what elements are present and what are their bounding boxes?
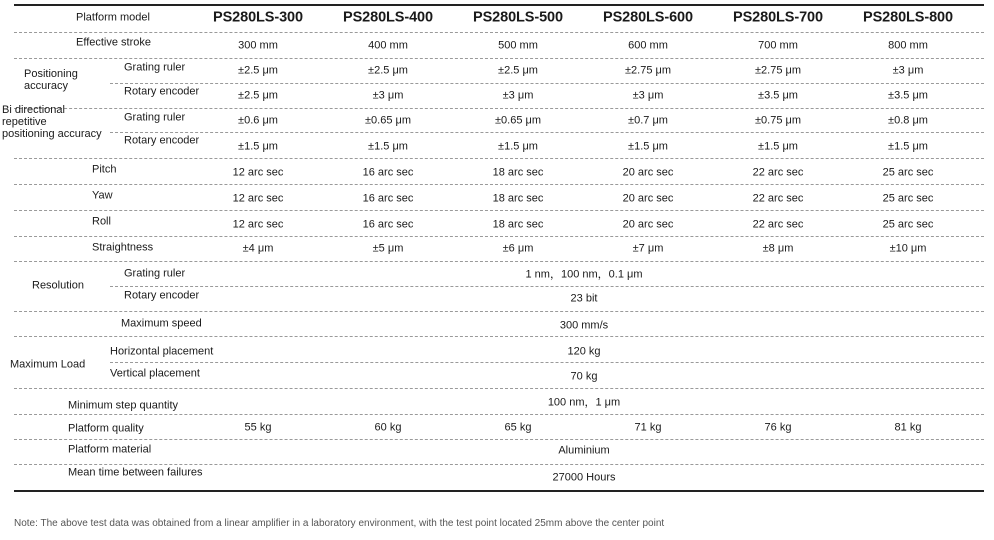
table-cell: 60 kg (374, 421, 402, 434)
model-name: PS280LS-800 (863, 9, 953, 26)
table-cell: ±1.5 μm (628, 140, 668, 153)
table-cell-merged: 1 nm，100 nm，0.1 μm (525, 268, 643, 281)
model-name: PS280LS-400 (343, 9, 433, 26)
row-divider (110, 83, 984, 84)
row-label-effective-stroke: Effective stroke (76, 36, 151, 49)
table-cell: 800 mm (888, 39, 928, 52)
table-cell: ±0.8 μm (888, 114, 928, 127)
table-cell: ±1.5 μm (498, 140, 538, 153)
table-cell: 18 arc sec (492, 192, 544, 205)
row-divider (14, 388, 984, 389)
table-cell: ±3.5 μm (888, 89, 928, 102)
table-cell: ±6 μm (502, 242, 534, 255)
table-cell: ±4 μm (242, 242, 274, 255)
table-cell: 20 arc sec (622, 218, 674, 231)
row-divider (14, 439, 984, 440)
row-label-mean-time-between-failures: Mean time between failures (68, 466, 203, 479)
table-cell: 25 arc sec (882, 218, 934, 231)
row-divider (110, 362, 984, 363)
table-cell: 16 arc sec (362, 192, 414, 205)
table-cell: ±3.5 μm (758, 89, 798, 102)
spec-table (2, 4, 984, 492)
table-cell: 25 arc sec (882, 166, 934, 179)
table-cell: ±3 μm (372, 89, 404, 102)
row-divider (14, 108, 984, 109)
row-label-rotary-encoder: Rotary encoder (124, 289, 200, 302)
table-cell: 65 kg (504, 421, 532, 434)
header-label: Platform model (76, 11, 150, 24)
row-divider (14, 464, 984, 465)
table-cell: ±1.5 μm (888, 140, 928, 153)
row-divider (14, 210, 984, 211)
table-cell: ±2.75 μm (624, 64, 672, 77)
table-cell: ±0.7 μm (628, 114, 668, 127)
table-cell: 16 arc sec (362, 218, 414, 231)
row-divider (14, 311, 984, 312)
table-cell: 22 arc sec (752, 218, 804, 231)
table-cell: 22 arc sec (752, 192, 804, 205)
row-divider (14, 158, 984, 159)
table-cell: 12 arc sec (232, 166, 284, 179)
table-cell: 18 arc sec (492, 166, 544, 179)
row-divider (14, 236, 984, 237)
table-cell: ±2.5 μm (368, 64, 408, 77)
table-cell: 12 arc sec (232, 218, 284, 231)
table-cell-merged: 27000 Hours (552, 471, 616, 484)
table-cell: ±7 μm (632, 242, 664, 255)
table-cell-merged: Aluminium (558, 444, 610, 457)
table-cell: ±2.75 μm (754, 64, 802, 77)
table-cell: ±1.5 μm (238, 140, 278, 153)
table-cell: ±2.5 μm (498, 64, 538, 77)
table-cell: 600 mm (628, 39, 668, 52)
table-cell: 400 mm (368, 39, 408, 52)
table-cell-merged: 120 kg (567, 345, 601, 358)
row-label-grating-ruler: Grating ruler (124, 267, 186, 280)
row-label-minimum-step-quantity: Minimum step quantity (68, 399, 179, 412)
row-divider (14, 414, 984, 415)
row-label-platform-material: Platform material (68, 443, 152, 456)
row-label-roll: Roll (92, 215, 111, 228)
row-label-pitch: Pitch (92, 163, 117, 176)
row-label-grating-ruler: Grating ruler (124, 61, 186, 74)
table-cell: ±3 μm (632, 89, 664, 102)
table-cell: 700 mm (758, 39, 798, 52)
table-top-rule (14, 4, 984, 6)
table-cell: ±0.65 μm (364, 114, 412, 127)
table-cell: 81 kg (894, 421, 922, 434)
row-label-grating-ruler: Grating ruler (124, 111, 186, 124)
table-cell: 500 mm (498, 39, 538, 52)
table-cell: ±3 μm (502, 89, 534, 102)
table-cell: ±0.75 μm (754, 114, 802, 127)
table-cell: 18 arc sec (492, 218, 544, 231)
row-label-straightness: Straightness (92, 241, 154, 254)
table-cell: ±8 μm (762, 242, 794, 255)
row-label-rotary-encoder: Rotary encoder (124, 85, 200, 98)
table-cell: 76 kg (764, 421, 792, 434)
table-cell: ±2.5 μm (238, 64, 278, 77)
model-name: PS280LS-600 (603, 9, 693, 26)
row-label-horizontal-placement: Horizontal placement (110, 345, 214, 358)
row-label-platform-quality: Platform quality (68, 422, 144, 435)
model-name: PS280LS-700 (733, 9, 823, 26)
footnote: Note: The above test data was obtained from a linear amplifier in a laboratory environment, with the test point located 25mm above the center point (14, 518, 665, 529)
row-divider (14, 32, 984, 33)
row-divider (14, 58, 984, 59)
table-cell: 20 arc sec (622, 166, 674, 179)
row-divider (14, 336, 984, 337)
table-cell: ±2.5 μm (238, 89, 278, 102)
table-cell: ±0.6 μm (238, 114, 278, 127)
table-cell: 25 arc sec (882, 192, 934, 205)
group-label-maximum-load: Maximum Load (10, 358, 86, 371)
row-label-vertical-placement: Vertical placement (110, 367, 200, 380)
table-cell: ±0.65 μm (494, 114, 542, 127)
table-cell-merged: 100 nm，1 μm (547, 396, 621, 409)
row-divider (110, 132, 984, 133)
group-label-repetitive-accuracy: Bi directional repetitive positioning accuracy (2, 104, 102, 140)
table-cell: ±1.5 μm (758, 140, 798, 153)
table-cell: ±1.5 μm (368, 140, 408, 153)
table-cell: 20 arc sec (622, 192, 674, 205)
group-label-positioning-accuracy: Positioning accuracy (24, 68, 78, 92)
table-cell-merged: 70 kg (570, 370, 598, 383)
row-label-maximum-speed: Maximum speed (121, 317, 202, 330)
row-label-yaw: Yaw (92, 189, 113, 202)
group-label-resolution: Resolution (32, 279, 84, 292)
table-cell-merged: 300 mm/s (559, 319, 609, 332)
table-cell-merged: 23 bit (570, 292, 598, 305)
table-cell: 12 arc sec (232, 192, 284, 205)
row-divider (14, 184, 984, 185)
table-cell: 71 kg (634, 421, 662, 434)
table-cell: 22 arc sec (752, 166, 804, 179)
row-divider (110, 286, 984, 287)
table-cell: ±3 μm (892, 64, 924, 77)
table-cell: 16 arc sec (362, 166, 414, 179)
model-name: PS280LS-500 (473, 9, 563, 26)
row-divider (14, 261, 984, 262)
table-cell: ±10 μm (889, 242, 927, 255)
model-name: PS280LS-300 (213, 9, 303, 26)
table-cell: 300 mm (238, 39, 278, 52)
row-label-rotary-encoder: Rotary encoder (124, 134, 200, 147)
table-bottom-rule (14, 490, 984, 492)
table-cell: ±5 μm (372, 242, 404, 255)
table-cell: 55 kg (244, 421, 272, 434)
